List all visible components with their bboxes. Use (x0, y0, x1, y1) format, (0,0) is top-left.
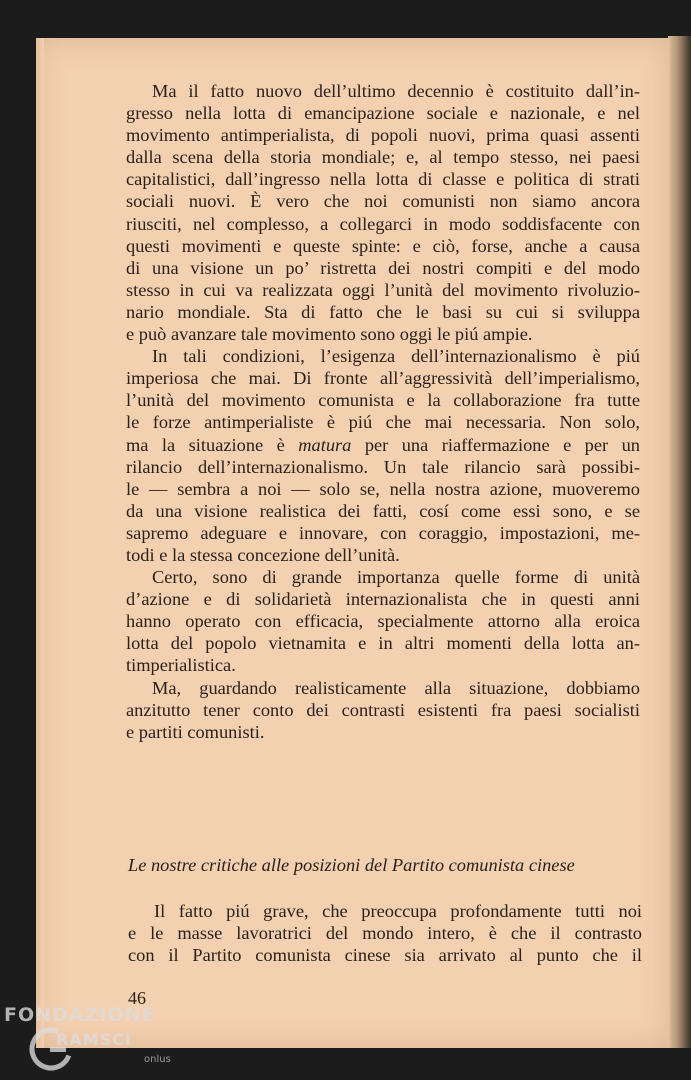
text-line: riusciti, nel complesso, a collegarci in modo soddisfacente con (126, 213, 640, 234)
text-line: le — sembra a noi — solo se, nella nostra azione, muoveremo (126, 478, 640, 499)
text-line: sapremo adeguare e innovare, con coraggio, impostazioni, me- (126, 522, 640, 543)
text-line: dalla scena della storia mondiale; e, al tempo stesso, nei paesi (126, 147, 640, 168)
text-line: Ma, guardando realisticamente alla situazione, dobbiamo (152, 677, 640, 698)
watermark-subtitle: RAMSCI (56, 1030, 132, 1049)
body-text-continued (128, 900, 642, 966)
text-line: Il fatto piú grave, che preoccupa profondamente tutti noi (154, 901, 642, 921)
scan-background-edge (668, 36, 691, 1048)
text-line: gresso nella lotta di emancipazione sociale e nazionale, e nel (126, 103, 640, 124)
text-line: Certo, sono di grande importanza quelle forme di unità (152, 567, 640, 588)
text-line: d’azione e di solidarietà internazionalista che in questi anni (126, 589, 640, 610)
watermark-title: FONDAZIONE (4, 1004, 156, 1026)
text-line: todi e la stessa concezione dell’unità. (126, 544, 400, 565)
watermark-onlus: onlus (144, 1054, 171, 1065)
italic-word: matura (298, 434, 352, 455)
page-gutter-shadow (36, 38, 44, 1048)
text-line: capitalistici, dall’ingresso nella lotta di classe e politica di strati (126, 169, 640, 190)
text-line: stesso in cui va realizzata oggi l’unità del movimento rivoluzio- (126, 279, 640, 300)
text-line: di una visione un po’ ristretta dei nostri compiti e del modo (126, 257, 640, 278)
text-line: Ma il fatto nuovo dell’ultimo decennio è costituito dall’in- (152, 81, 640, 101)
text-line: e le masse lavoratrici del mondo intero, è che il contrasto (128, 923, 642, 944)
text-line: In tali condizioni, l’esigenza dell’internazionalismo è piú (152, 346, 640, 367)
text-line: imperiosa che mai. Di fronte all’aggressività dell’imperialismo, (126, 368, 640, 389)
text-line: timperialistica. (126, 655, 236, 676)
text-line: da una visione realistica dei fatti, cosí come essi sono, e se (126, 500, 640, 521)
section-heading: Le nostre critiche alle posizioni del Partito comunista cinese (128, 855, 575, 875)
text-line: e può avanzare tale movimento sono oggi le piú ampie. (126, 324, 533, 345)
text-line: movimento antimperialista, di popoli nuovi, prima quasi assenti (126, 125, 640, 146)
text-line: questi movimenti e queste spinte: e ciò, forse, anche a causa (126, 235, 640, 256)
text-run: ma la situazione è (126, 434, 299, 455)
text-line-with-italic (126, 434, 640, 456)
main-text-column (126, 80, 640, 743)
page-number: 46 (128, 988, 146, 1008)
text-line: l’unità del movimento comunista e la collaborazione fra tutte (126, 390, 640, 411)
text-line: lotta del popolo vietnamita e in altri momenti della lotta an- (126, 633, 640, 654)
text-line: anzitutto tener conto dei contrasti esistenti fra paesi socialisti (126, 699, 640, 720)
text-run: per una riaffermazione e per un (351, 434, 640, 455)
text-line: nario mondiale. Sta di fatto che le basi su cui si sviluppa (126, 301, 640, 322)
text-line: con il Partito comunista cinese sia arrivato al punto che il (128, 945, 642, 966)
text-line: e partiti comunisti. (126, 721, 265, 742)
text-line: sociali nuovi. È vero che noi comunisti non siamo ancora (126, 191, 640, 212)
archive-watermark (4, 1004, 174, 1074)
text-line: hanno operato con efficacia, specialmente attorno alla eroica (126, 611, 640, 632)
text-line: rilancio dell’internazionalismo. Un tale rilancio sarà possibi- (126, 456, 640, 477)
text-line: le forze antimperialiste è piú che mai necessaria. Non solo, (126, 412, 640, 433)
